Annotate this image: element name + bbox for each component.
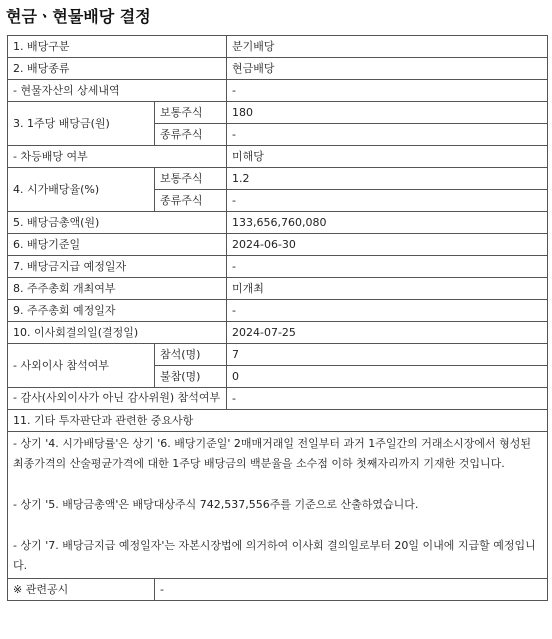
row-sublabel: 참석(명) [155,344,227,366]
row-label: 10. 이사회결의일(결정일) [8,322,227,344]
table-row [8,256,548,278]
note-text: - 상기 '4. 시가배당률'은 상기 '6. 배당기준일' 2매매거래일 전일부터 과거 1주일간의 거래소시장에서 형성된 최종가격의 산술평균가격에 대한 1주당 배당금의 백분율을 소수점 이하 첫째자리까지 기재한 것입니다. [13,437,532,470]
table-row [8,80,548,102]
row-sublabel: 종류주식 [155,190,227,212]
table-row [8,146,548,168]
related-disclosure-label: ※ 관련공시 [8,579,155,601]
row-label: 6. 배당기준일 [8,234,227,256]
table-row [8,58,548,80]
dividend-table [7,35,548,601]
table-row [8,278,548,300]
table-row [8,36,548,58]
row-value: - [227,388,548,410]
row-label: - 차등배당 여부 [8,146,227,168]
table-row [8,344,548,366]
row-value: 1.2 [227,168,548,190]
table-row [8,388,548,410]
row-label: 3. 1주당 배당금(원) [8,102,155,146]
row-value: - [227,256,548,278]
row-label: 7. 배당금지급 예정일자 [8,256,227,278]
row-label: 8. 주주총회 개최여부 [8,278,227,300]
row-label: 9. 주주총회 예정일자 [8,300,227,322]
note-text: - 상기 '7. 배당금지급 예정일자'는 자본시장법에 의거하여 이사회 결의일로부터 20일 이내에 지급할 예정입니다. [13,539,536,572]
row-value: 2024-06-30 [227,234,548,256]
row-label: - 감사(사외이사가 아닌 감사위원) 참석여부 [8,388,227,410]
row-sublabel: 종류주식 [155,124,227,146]
table-row [8,102,548,124]
row-label: - 현물자산의 상세내역 [8,80,227,102]
note-text: - 상기 '5. 배당금총액'은 배당대상주식 742,537,556주를 기준으로 산출하였습니다. [13,498,419,511]
other-matters-notes [8,432,548,579]
table-row [8,212,548,234]
row-value: 7 [227,344,548,366]
row-value: 0 [227,366,548,388]
row-label: 4. 시가배당율(%) [8,168,155,212]
row-value: 미개최 [227,278,548,300]
row-value: - [227,124,548,146]
row-label: - 사외이사 참석여부 [8,344,155,388]
table-row [8,432,548,579]
table-row [8,579,548,601]
page-title: 현금ㆍ현물배당 결정 [6,7,151,26]
row-value: 133,656,760,080 [227,212,548,234]
row-value: 180 [227,102,548,124]
other-matters-header: 11. 기타 투자판단과 관련한 중요사항 [8,410,548,432]
row-sublabel: 보통주식 [155,168,227,190]
row-sublabel: 보통주식 [155,102,227,124]
row-value: 미해당 [227,146,548,168]
row-value: - [227,190,548,212]
row-value: - [227,80,548,102]
table-row [8,322,548,344]
row-value: 분기배당 [227,36,548,58]
row-label: 2. 배당종류 [8,58,227,80]
table-row [8,234,548,256]
row-value: 현금배당 [227,58,548,80]
row-value: 2024-07-25 [227,322,548,344]
row-sublabel: 불참(명) [155,366,227,388]
row-label: 1. 배당구분 [8,36,227,58]
table-row [8,168,548,190]
row-label: 5. 배당금총액(원) [8,212,227,234]
related-disclosure-value: - [155,579,548,601]
table-row [8,300,548,322]
row-value: - [227,300,548,322]
table-row [8,410,548,432]
